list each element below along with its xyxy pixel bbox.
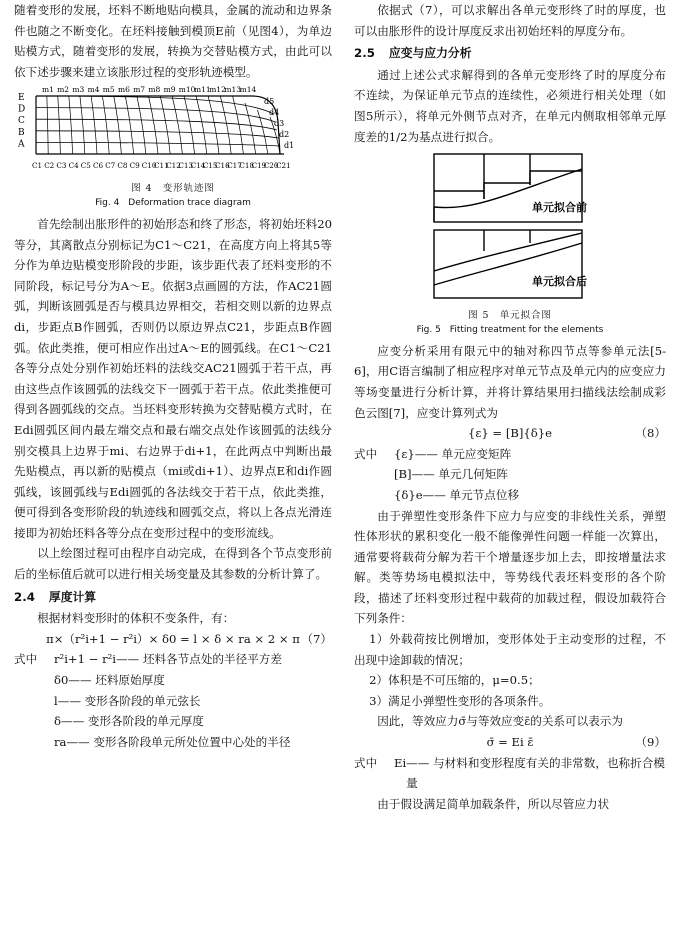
figure-4-caption-en: Fig. 4 Deformation trace diagram bbox=[95, 197, 251, 208]
section-title: 厚度计算 bbox=[48, 589, 97, 604]
equation-9 bbox=[354, 732, 666, 753]
definitions-label: 式中 bbox=[354, 755, 378, 770]
flow-line bbox=[245, 103, 256, 154]
division-point-label: C15 bbox=[202, 161, 218, 171]
definition-row bbox=[14, 670, 332, 691]
contact-point-label m: m5 bbox=[102, 85, 115, 95]
flow-line bbox=[125, 96, 133, 154]
fit-after-label: 单元拟合后 bbox=[532, 275, 587, 289]
definition-text: —— 坯料原始厚度 bbox=[68, 673, 165, 688]
equation-9-definitions bbox=[354, 753, 666, 794]
division-point-label: C8 bbox=[117, 161, 128, 171]
flow-line bbox=[220, 96, 231, 154]
definition-text: —— 单元几何矩阵 bbox=[411, 467, 509, 482]
stage-label: D bbox=[18, 104, 26, 115]
division-point-label: C14 bbox=[190, 161, 206, 171]
equation-8-body: {ε} = [B]{δ}e bbox=[467, 426, 552, 441]
flow-line bbox=[47, 96, 48, 154]
flow-line bbox=[196, 96, 207, 154]
auto-paragraph: 以上绘图过程可由程序自动完成，在得到各个节点变形前后的坐标值后就可以进行相关场变量及其参数的分析计算了。 bbox=[14, 546, 332, 582]
division-point-label: C9 bbox=[129, 161, 140, 171]
stage-arc bbox=[36, 131, 278, 138]
definition-symbol: Ei bbox=[394, 755, 407, 770]
stage-label: B bbox=[18, 128, 25, 139]
division-point-label: C21 bbox=[276, 161, 291, 171]
equation-7 bbox=[14, 629, 332, 650]
figure-5-caption-cn: 图 5 单元拟合图 bbox=[468, 309, 552, 321]
contact-point-label m: m6 bbox=[118, 85, 130, 95]
flow-line bbox=[172, 96, 182, 154]
division-point-label: C1 bbox=[32, 161, 43, 171]
flow-line bbox=[184, 96, 195, 154]
section-2-4-heading bbox=[14, 587, 332, 608]
flow-line bbox=[80, 96, 85, 154]
boundary-point-label: d1 bbox=[284, 141, 295, 151]
list-item: 1）外载荷按比例增加，变形体处于主动变形的过程，不出现中途卸载的情况； bbox=[354, 632, 666, 667]
equation-9-number: （9） bbox=[635, 735, 666, 750]
contact-point-label m: m8 bbox=[148, 85, 161, 95]
flow-line bbox=[91, 96, 97, 154]
section-2-5-heading bbox=[354, 43, 666, 64]
contact-point-label m: m12 bbox=[209, 85, 226, 95]
contact-point-label m: m13 bbox=[224, 85, 242, 95]
flow-line bbox=[69, 96, 73, 154]
fitting-paragraph: 通过上述公式求解得到的各单元变形终了时的厚度分布不连续，为保证单元节点的连续性，必须进行相关处理（如图5所示），将单元外侧节点对齐，在单元内侧取相邻单元厚度差的1/2为基点进行拟合。 bbox=[354, 67, 666, 144]
section-title: 应变与应力分析 bbox=[388, 46, 472, 61]
definition-symbol: [B] bbox=[394, 467, 412, 482]
stage-arc bbox=[36, 143, 280, 147]
division-point-label: C6 bbox=[93, 161, 104, 171]
definition-row bbox=[14, 732, 332, 753]
division-point-label: C7 bbox=[105, 161, 116, 171]
flow-line bbox=[114, 96, 122, 154]
definition-text: —— 坯料各节点处的半径平方差 bbox=[115, 652, 282, 667]
right-column bbox=[354, 0, 666, 814]
boundary-point-label: d4 bbox=[269, 108, 280, 118]
thickness-paragraph: 根据材料变形时的体积不变条件，有： bbox=[37, 611, 235, 626]
definition-row bbox=[354, 485, 666, 506]
method-paragraph: 首先绘制出胀形件的初始形态和终了形态，将初始坯料20等分，其离散点分别标记为C1～C21，在高度方向上将其5等分作为单边贴模变形阶段的步距，该步距代表了坯料变形的不同阶段，标记号分为A～E。依据3点画圆的方法，作AC21圆弧，判断该圆弧是否与模具边界相交，若相交则以新的边界点di，步距点B作圆弧，否则仍以原边界点C21，步距点B作圆弧。依此类推，便可相应作出过A～E的圆弧线。在C1～C21各等分点处分别作初始坯料的法线交AC21圆弧于若干点，再由这些点作该圆弧的法线交下一圆弧于若干点。依此类推便可得到各圆弧线的交点。当坯料变形转换为交替贴模方式时，在Edi圆弧区间内最左端交点和最右端交点处作该圆弧的法线分别交模具上边界于mi、右边界于di+1，在此两点中判断出最先贴模点，再以新的贴模点（mi或di+1）、边界点E和di作圆弧线，该圆弧线与Edi圆弧的各法线交于若干点，依此类推，便可得到各变形阶段的轨迹线和圆弧交点，将以上各点光滑连接即为初始坯料各等分点在变形过程中的变形流线。 bbox=[14, 216, 332, 540]
loading-conditions-list bbox=[354, 629, 666, 711]
figure-5 bbox=[354, 151, 666, 337]
stage-arc bbox=[36, 120, 277, 131]
definition-symbol: l bbox=[54, 693, 58, 708]
definition-symbol: ra bbox=[54, 734, 67, 749]
division-point-label: C13 bbox=[178, 161, 194, 171]
division-point-label: C4 bbox=[68, 161, 79, 171]
relation-paragraph: 因此，等效应力σ̄与等效应变ε̄的关系可以表示为 bbox=[377, 714, 623, 729]
stage-label: C bbox=[18, 116, 25, 127]
division-point-label: C2 bbox=[44, 161, 55, 171]
boundary-point-label: d5 bbox=[264, 97, 275, 107]
contact-point-label m: m14 bbox=[239, 85, 257, 95]
contact-point-label m: m10 bbox=[178, 85, 196, 95]
stage-label: E bbox=[18, 93, 25, 104]
fit-before-label: 单元拟合前 bbox=[532, 201, 587, 215]
division-point-label: C18 bbox=[239, 161, 255, 171]
division-point-label: C16 bbox=[215, 161, 230, 171]
equation-9-body: σ̄ = Ei ε̄ bbox=[486, 735, 534, 750]
section-number: 2.5 bbox=[354, 46, 375, 61]
equation-7-number: （7） bbox=[301, 631, 332, 646]
definition-row bbox=[14, 649, 332, 670]
intro-paragraph: 随着变形的发展，坯料不断地贴向模具，金属的流动和边界条件也随之不断变化。在坯料接触到模顶E前（见图4），为单边贴模方式，随着变形的发展，转换为交替贴模方式，由此可以依下述步骤来建立该胀形过程的变形轨迹模型。 bbox=[14, 3, 332, 79]
definition-symbol: δ bbox=[54, 714, 61, 729]
flow-line bbox=[257, 110, 267, 154]
flow-line bbox=[102, 96, 109, 154]
left-column bbox=[14, 0, 332, 752]
deformation-trace-diagram bbox=[14, 82, 332, 174]
contact-point-label m: m2 bbox=[57, 85, 70, 95]
contact-point-label m: m1 bbox=[42, 85, 54, 95]
stage-arc bbox=[36, 108, 275, 122]
division-point-label: C5 bbox=[80, 161, 91, 171]
boundary-point-label: d3 bbox=[274, 119, 285, 129]
equation-8-number: （8） bbox=[635, 426, 666, 441]
definition-symbol: {δ}e bbox=[394, 487, 423, 502]
fem-paragraph: 应变分析采用有限元中的轴对称四节点等参单元法[5-6]，用C语言编制了相应程序对单元节点及单元内的应变应力等场变量进行分析计算，并将计算结果用扫描线法绘制成彩色云图[7]，应变计算列式为 bbox=[354, 343, 666, 420]
section-number: 2.4 bbox=[14, 589, 35, 604]
equation-8 bbox=[354, 423, 666, 444]
definition-row bbox=[354, 464, 666, 485]
contact-point-label m: m9 bbox=[163, 85, 176, 95]
stage-label: A bbox=[18, 139, 25, 150]
definition-row bbox=[14, 691, 332, 712]
definitions-label: 式中 bbox=[354, 446, 378, 461]
flow-line bbox=[160, 96, 170, 154]
definition-text: —— 单元应变矩阵 bbox=[414, 446, 512, 461]
figure-5-caption-en: Fig. 5 Fitting treatment for the elements bbox=[416, 324, 604, 335]
definition-row bbox=[354, 753, 666, 794]
division-point-label: C20 bbox=[263, 161, 279, 171]
contact-point-label m: m4 bbox=[87, 85, 100, 95]
definition-text: —— 变形各阶段单元所处位置中心处的半径 bbox=[66, 734, 291, 749]
list-item: 3）满足小弹塑性变形的各项条件。 bbox=[369, 693, 551, 708]
definition-text: —— 单元节点位移 bbox=[422, 487, 520, 502]
division-point-label: C3 bbox=[56, 161, 67, 171]
eq7-conclusion-paragraph: 依据式（7），可以求解出各单元变形终了时的厚度，也可以由胀形件的设计厚度反求出初始坯料的厚度分布。 bbox=[354, 3, 666, 38]
figure-4-caption-cn: 图 4 变形轨迹图 bbox=[131, 182, 215, 194]
definition-symbol: δ0 bbox=[54, 673, 69, 688]
definition-symbol: r²i+1 − r²i bbox=[54, 652, 116, 667]
definition-row bbox=[354, 444, 666, 465]
contact-point-label m: m7 bbox=[133, 85, 146, 95]
boundary-point-label: d2 bbox=[279, 130, 290, 140]
last-paragraph: 由于假设满足简单加载条件，所以尽管应力状 bbox=[377, 796, 610, 811]
definition-text: —— 变形各阶段的单元厚度 bbox=[60, 714, 204, 729]
element-fitting-diagram bbox=[354, 151, 666, 301]
definitions-label: 式中 bbox=[14, 652, 38, 667]
plastic-paragraph: 由于弹塑性变形条件下应力与应变的非线性关系，弹塑性体形状的累积变化一般不能像弹性问题一样能一次算出，通常要将载荷分解为若干个增量逐步加上去，即按增量法求解。类等势场电模拟法中，等势线代表坯料变形的各个阶段，描述了坯料变形过程中载荷的加载过程，假设加载符合下列条件： bbox=[354, 508, 666, 626]
division-point-label: C10 bbox=[141, 161, 157, 171]
figure-4 bbox=[14, 82, 332, 210]
contact-point-label m: m3 bbox=[72, 85, 85, 95]
definition-text: —— 变形各阶段的单元弦长 bbox=[57, 693, 201, 708]
equation-7-body: π×（r²i+1 − r²i）× δ0 = l × δ × ra × 2 × π bbox=[46, 631, 300, 646]
definition-row bbox=[14, 711, 332, 732]
list-item: 2）体积是不可压缩的，μ=0.5； bbox=[369, 673, 540, 688]
flow-line bbox=[208, 96, 219, 154]
flow-line bbox=[149, 96, 159, 154]
equation-7-definitions bbox=[14, 649, 332, 752]
division-point-label: C12 bbox=[166, 161, 181, 171]
division-point-label: C17 bbox=[227, 161, 242, 171]
flow-line bbox=[137, 96, 146, 154]
division-point-label: C19 bbox=[251, 161, 267, 171]
flow-line bbox=[58, 96, 61, 154]
stage-arc bbox=[36, 96, 274, 114]
equation-8-definitions bbox=[354, 444, 666, 506]
definition-text: —— 与材料和变形程度有关的非常数，也称折合模量 bbox=[406, 755, 665, 791]
division-point-label: C11 bbox=[154, 161, 169, 171]
contact-point-label m: m11 bbox=[194, 85, 211, 95]
definition-symbol: {ε} bbox=[394, 446, 415, 461]
